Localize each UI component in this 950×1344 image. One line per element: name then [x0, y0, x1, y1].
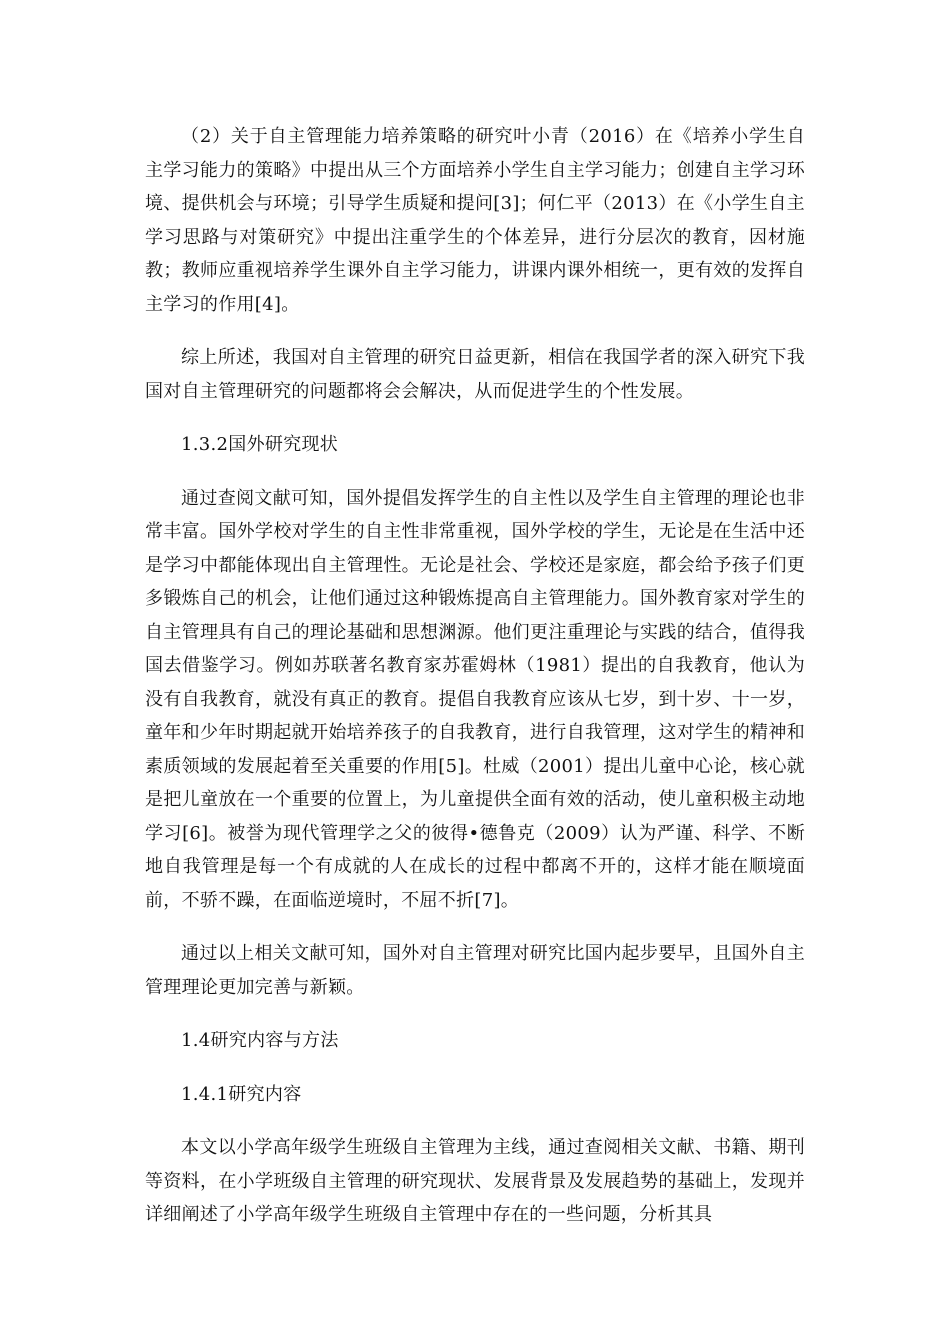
paragraph-foreign-research: 通过查阅文献可知，国外提倡发挥学生的自主性以及学生自主管理的理论也非常丰富。国外学校对学生的自主性非常重视，国外学校的学生，无论是在生活中还是学习中都能体现出自主管理性。无论是社会、学校还是家庭，都会给予孩子们更多锻炼自己的机会，让他们通过这种锻炼提高自主管理能力。国外教育家对学生的自主管理具有自己的理论基础和思想渊源。他们更注重理论与实践的结合，值得我国去借鉴学习。例如苏联著名教育家苏霍姆林（1981）提出的自我教育，他认为没有自我教育，就没有真正的教育。提倡自我教育应该从七岁，到十岁、十一岁，童年和少年时期起就开始培养孩子的自我教育，进行自我管理，这对学生的精神和素质领域的发展起着至关重要的作用[5]。杜威（2001）提出儿童中心论，核心就是把儿童放在一个重要的位置上，为儿童提供全面有效的活动，使儿童积极主动地学习[6]。被誉为现代管理学之父的彼得•德鲁克（2009）认为严谨、科学、不断地自我管理是每一个有成就的人在成长的过程中都离不开的，这样才能在顺境面前，不骄不躁，在面临逆境时，不屈不折[7]。: [145, 487, 805, 911]
paragraph-research-content: 本文以小学高年级学生班级自主管理为主线，通过查阅相关文献、书籍、期刊等资料，在小学班级自主管理的研究现状、发展背景及发展趋势的基础上，发现并详细阐述了小学高年级学生班级自主管理中存在的一些问题，分析其具: [145, 1137, 805, 1225]
section-heading-1-3-2: 1.3.2国外研究现状: [181, 434, 339, 455]
section-heading-1-4: 1.4研究内容与方法: [181, 1030, 339, 1051]
paragraph-foreign-conclusion: 通过以上相关文献可知，国外对自主管理对研究比国内起步要早，且国外自主管理理论更加完善与新颖。: [145, 943, 805, 998]
section-heading-1-4-1: 1.4.1研究内容: [181, 1083, 302, 1105]
document-body: [145, 120, 805, 1252]
paragraph-summary: 综上所述，我国对自主管理的研究日益更新，相信在我国学者的深入研究下我国对自主管理研究的问题都将会会解决，从而促进学生的个性发展。: [145, 347, 805, 402]
paragraph-self-management-strategies: （2）关于自主管理能力培养策略的研究叶小青（2016）在《培养小学生自主学习能力的策略》中提出从三个方面培养小学生自主学习能力；创建自主学习环境、提供机会与环境；引导学生质疑和提问[3]；何仁平（2013）在《小学生自主学习思路与对策研究》中提出注重学生的个体差异，进行分层次的教育，因材施教；教师应重视培养学生课外自主学习能力，讲课内课外相统一，更有效的发挥自主学习的作用[4]。: [145, 126, 805, 315]
